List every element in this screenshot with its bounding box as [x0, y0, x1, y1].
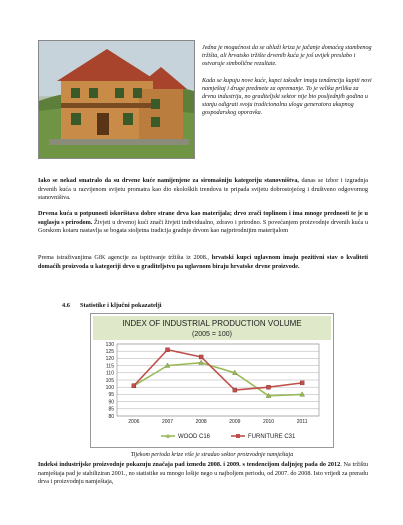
paragraph-1-text: danas se izbor i izgradnja drvenih kuća u razvijenom svijetu promatra kao dio ekoloških trendova te pripada svijetu dobrostojećeg i društveno odgovornog stanovništva.: [38, 177, 368, 201]
x-tick-label: 2007: [161, 419, 174, 425]
furniture-point: [300, 381, 304, 385]
x-tick-label: 2010: [262, 419, 275, 425]
paragraph-1-bold: Iako se nekad smatralo da su drvene kuće namijenjene za siromašniju kategoriju stanovništva,: [38, 177, 299, 184]
chart-caption: Tijekom perioda krize više je stradao sektor proizvodnje namještaja: [130, 452, 294, 458]
section-number: 4.6: [62, 302, 70, 309]
furniture-point: [132, 384, 136, 388]
x-tick-label: 2011: [296, 419, 308, 425]
legend-label: FURNITURE C31: [248, 434, 296, 441]
y-tick-label: 80: [108, 413, 114, 420]
x-tick-label: 2006: [128, 419, 140, 425]
paragraph-2-text: Živjeti u drvenoj kući znači živjeti individualno, zdravo i prirodno. S povećanjem proizvodnje drvenih kuća u Gorskom kotaru nastavlja se bogata stoljetna tradicija gradnje drvom kao najprirodnijim materijalom: [38, 218, 368, 234]
chart-title: INDEX OF INDUSTRIAL PRODUCTION VOLUME: [122, 319, 302, 328]
body-paragraph-4: [38, 461, 368, 487]
x-tick-label: 2008: [195, 419, 207, 425]
body-paragraph-2: [38, 210, 368, 236]
y-tick-label: 105: [105, 377, 114, 384]
y-tick-label: 95: [108, 392, 114, 399]
furniture-point: [267, 385, 271, 389]
y-tick-label: 120: [105, 356, 114, 363]
y-tick-label: 90: [108, 399, 114, 406]
body-paragraph-3: [38, 254, 368, 271]
paragraph-2-bold: Drvena kuća u potpunosti iskorištava dobre strane drva kao materijala; drvo zrači toplinom i ima mnoge prednosti te je u suglasju s prirodom.: [38, 210, 368, 226]
x-tick-label: 2009: [229, 419, 241, 425]
y-tick-label: 130: [105, 341, 114, 348]
quote-paragraph-2: Kada se kupuju nove kuće, kupci također imaju tendenciju kupiti novi namještaj i druge predmete za opremanje. To je velika prilika za drvnu industriju, no graditeljski sektor nije bio posljednjih godina u stanju odigrati svoju tradicionalnu ulogu generatora ukupnog gospodarskog oporavka.: [202, 77, 372, 117]
paragraph-4-bold: Indeksi industrijske proizvodnje pokazuju značaja pad između 2008. i 2009. s tendencijom daljnjeg pada do 2012: [38, 461, 341, 468]
chart-svg: [91, 314, 333, 447]
legend-marker: [236, 434, 240, 438]
quote-paragraph-1: Jedna je mogućnost da se ublaži kriza je jačanje domaćeg stambenog tržišta, ali hrvatsko tržište drvenih kuća je još uvijek preslabo i ostvaruje simbolične rezultate.: [202, 45, 372, 68]
y-tick-label: 115: [106, 363, 114, 370]
section-title: Statistike i ključni pokazatelji: [80, 302, 162, 309]
y-tick-label: 110: [106, 370, 114, 377]
legend-label: WOOD C16: [178, 434, 211, 441]
furniture-point: [199, 355, 203, 359]
y-tick-label: 100: [105, 385, 114, 391]
body-paragraph-1: [38, 177, 368, 203]
plot-area: [106, 342, 319, 440]
section-heading: [62, 302, 171, 309]
paragraph-3-bold: hrvatski kupci uglavnom imaju pozitivni stav o kvaliteti domaćih proizvoda u kategoriji drvo u graditeljstvu pa uglavnom biraju hrvatske drvne proizvode.: [38, 254, 368, 270]
paragraph-3-text: Prema istraživanjima GfK agencije za ispitivanje tržišta iz 2008.,: [38, 254, 212, 261]
y-tick-label: 85: [108, 406, 114, 413]
italic-sidebar-quote: [202, 44, 372, 126]
chart-subtitle: (2005 = 100): [192, 331, 232, 338]
production-index-chart: [90, 313, 334, 448]
furniture-point: [233, 388, 237, 392]
y-tick-label: 125: [105, 349, 114, 355]
furniture-point: [166, 348, 170, 352]
wooden-house-photo: [38, 40, 195, 159]
paragraph-4-text: . Na tržištu namještaja pad je stabiliziran 2001., no statistike su mnogo lošije nego u najboljem periodu, od 2007. do 2008. Isto vrijedi za preradu drva i proizvodnju namještaja,: [38, 461, 369, 485]
